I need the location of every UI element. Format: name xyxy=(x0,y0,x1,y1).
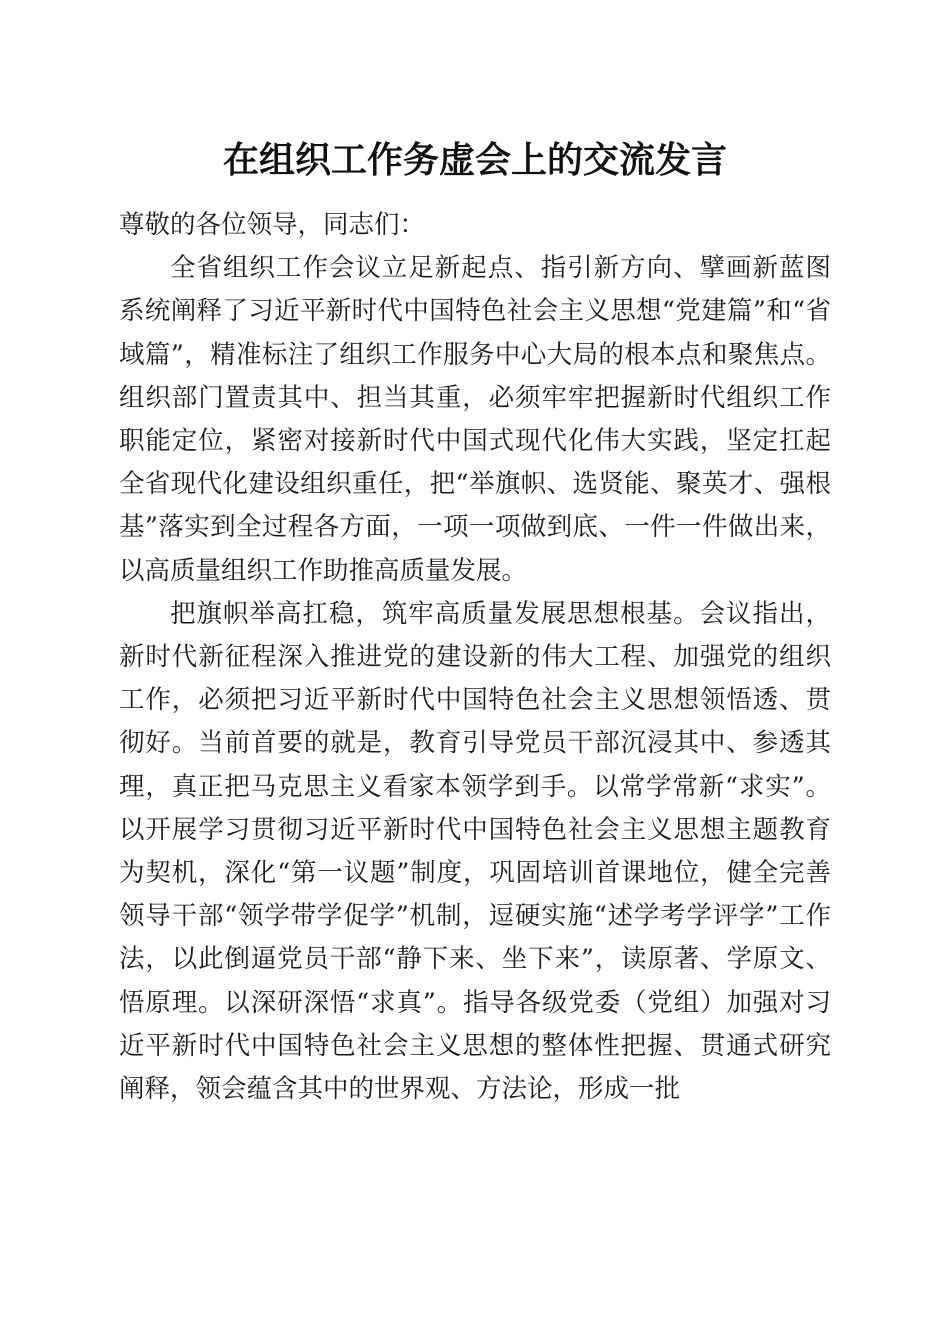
salutation: 尊敬的各位领导，同志们： xyxy=(119,210,426,240)
paragraph-2: 把旗帜举高扛稳，筑牢高质量发展思想根基。会议指出，新时代新征程深入推进党的建设新的伟大工程、加强党的组织工作，必须把习近平新时代中国特色社会主义思想领悟透、贯彻好。当前首要的就是，教育引导党员干部沉浸其中、参透其理，真正把马克思主义看家本领学到手。以常学常新“求实”。以开展学习贯彻习近平新时代中国特色社会主义思想主题教育为契机，深化“第一议题”制度，巩固培训首课地位，健全完善领导干部“领学带学促学”机制，逗硬实施“述学考学评学”工作法，以此倒逼党员干部“静下来、坐下来”，读原著、学原文、悟原理。以深研深悟“求真”。指导各级党委（党组）加强对习近平新时代中国特色社会主义思想的整体性把握、贯通式研究阐释，领会蕴含其中的世界观、方法论，形成一批 xyxy=(119,598,831,1105)
document-body xyxy=(119,204,831,1111)
paragraph-1: 全省组织工作会议立足新起点、指引新方向、擘画新蓝图系统阐释了习近平新时代中国特色社会主义思想“党建篇”和“省域篇”，精准标注了组织工作服务中心大局的根本点和聚焦点。组织部门置责其中、担当其重，必须牢牢把握新时代组织工作职能定位，紧密对接新时代中国式现代化伟大实践，坚定扛起全省现代化建设组织重任，把“举旗帜、选贤能、聚英才、强根基”落实到全过程各方面，一项一项做到底、一件一件做出来，以高质量组织工作助推高质量发展。 xyxy=(119,253,831,586)
document-title: 在组织工作务虚会上的交流发言 xyxy=(222,139,727,181)
